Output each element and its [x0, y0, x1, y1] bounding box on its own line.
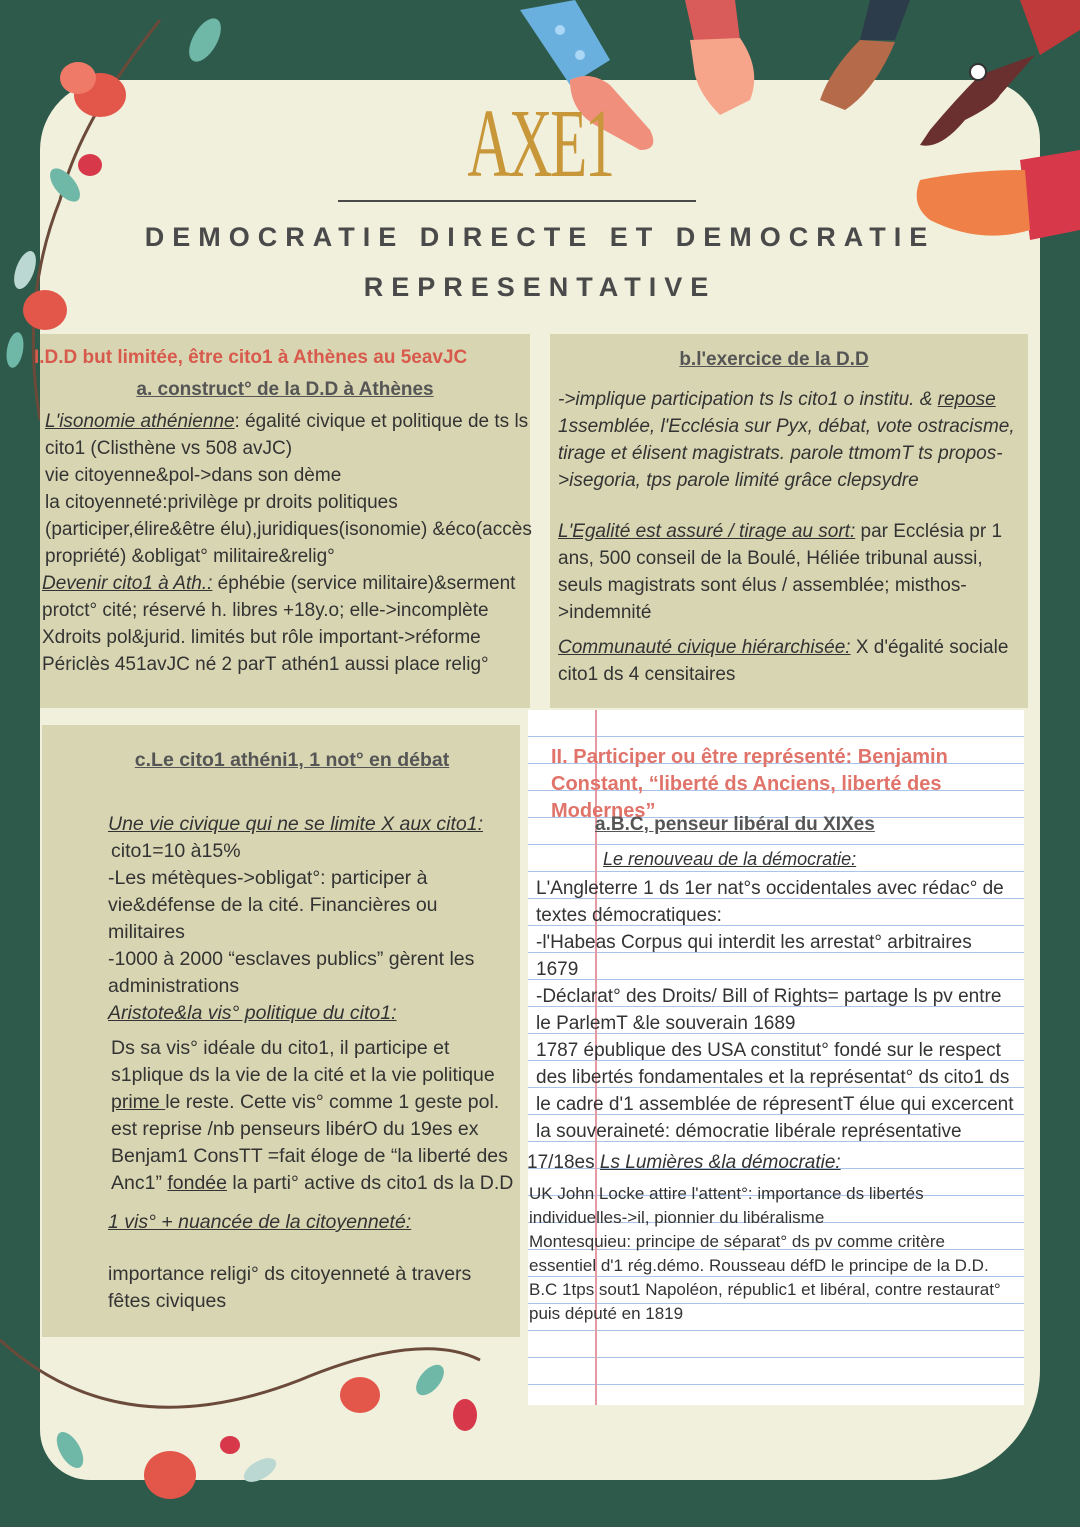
usa-paragraph: 1787 épublique des USA constitut° fondé sur le respect des libertés fondamentales et la représentat° ds cito1 ds le cadre d'1 assemblée de répresentT élue qui excercent la souveraineté: démocratie libérale représentative [536, 1040, 1014, 1142]
habeas-corpus-paragraph: -l'Habeas Corpus qui interdit les arrestat° arbitraires 1679 [536, 932, 972, 980]
section-2-heading: II. Participer ou être représenté: Benjamin Constant, “liberté ds Anciens, liberté des Modernes” [551, 746, 948, 822]
subtitle-line1: DEMOCRATIE DIRECTE ET DEMOCRATIE [144, 222, 936, 252]
cito-percentage-line: cito1=10 à15% [111, 840, 241, 862]
aristote-paragraph: Ds sa vis° idéale du cito1, il participe et s1plique ds la vie de la cité et la vie politique prime le reste. Cette vis° comme 1 geste pol. est reprise /nb penseurs libérO du 19es ex Benjam1 ConsTT =fait éloge de “la liberté des Anc1” fondée la parti° active ds cito1 ds la D.D [111, 1037, 514, 1194]
vision-nuancee-label: 1 vis° + nuancée de la citoyenneté: [108, 1211, 412, 1233]
vie-civique-label: Une vie civique qui ne se limite X aux cito1: [108, 813, 484, 835]
angleterre-paragraph: L'Angleterre 1 ds 1er nat°s occidentales avec rédac° de textes démocratiques: [536, 878, 1004, 926]
montesquieu-paragraph: Montesquieu: principe de séparat° ds pv comme critère essentiel d'1 rég.démo. Rousseau défD le principe de la D.D. [529, 1232, 989, 1275]
isonomie-paragraph: L'isonomie athénienne: égalité civique et politique de ts ls cito1 (Clisthène vs 508 avJC) [45, 411, 529, 459]
citoyennete-paragraph: la citoyenneté:privilège pr droits politiques (participer,élire&être élu),juridiques(isonomie) &éco(accès propriété) &obligat° militaire&relig° [45, 492, 532, 567]
communaute-paragraph: Communauté civique hiérarchisée: X d'égalité sociale cito1 ds 4 censitaires [558, 637, 1009, 685]
aristote-label: Aristote&la vis° politique du cito1: [108, 1002, 397, 1024]
devenir-cito-paragraph: Devenir cito1 à Ath.: éphébie (service militaire)&serment protct° cité; réservé h. libres +18y.o; elle->incomplète Xdroits pol&jurid. limités but rôle important->réforme Périclès 451avJC né 2 parT athén1 aussi place relig° [42, 573, 516, 675]
section-1a-heading: a. construct° de la D.D à Athènes [136, 379, 434, 400]
section-2a-heading: a.B.C, penseur libéral du XIXes [595, 814, 875, 835]
title-divider [338, 200, 696, 202]
locke-paragraph: UK John Locke attire l'attent°: importance ds libertés individuelles->il, pionnier du libéralisme [529, 1184, 924, 1227]
bill-of-rights-paragraph: -Déclarat° des Droits/ Bill of Rights= partage ls pv entre le ParlemT &le souverain 1689 [536, 986, 1002, 1034]
section-c-box [42, 725, 520, 1337]
section-b-heading: b.l'exercice de la D.D [679, 349, 869, 370]
benjamin-constant-paragraph: B.C 1tps sout1 Napoléon, républic1 et libéral, contre restaurat° puis député en 1819 [529, 1280, 1001, 1323]
section-b-box [550, 334, 1028, 708]
section-c-heading: c.Le cito1 athéni1, 1 not° en débat [134, 749, 450, 771]
section-1-heading: I.D.D but limitée, être cito1 à Athènes au 5eavJC [34, 347, 468, 368]
implique-paragraph: ->implique participation ts ls cito1 o institu. & repose 1ssemblée, l'Ecclésia sur Pyx, débat, vote ostracisme, tirage et élisent magistrats. parole ttmomT ts propos->isegoria, tps parole limité grâce clepsydre [558, 389, 1015, 491]
lumieres-heading: 17/18es Ls Lumières &la démocratie: [527, 1152, 841, 1173]
section-2-content [527, 744, 1016, 1326]
subtitle-line2: REPRESENTATIVE [363, 272, 717, 302]
esclaves-paragraph: -1000 à 2000 “esclaves publics” gèrent les administrations [108, 948, 475, 997]
renouveau-label: Le renouveau de la démocratie: [603, 849, 857, 869]
section-1a-box [34, 334, 532, 708]
page-title: AXE1 [467, 90, 613, 198]
religion-paragraph: importance religi° ds citoyenneté à travers fêtes civiques [108, 1263, 472, 1312]
vie-citoyenne-line: vie citoyenne&pol->dans son dème [45, 465, 342, 486]
egalite-paragraph: L'Egalité est assuré / tirage au sort: par Ecclésia pr 1 ans, 500 conseil de la Boulé, Héliée tribunal aussi, seuls magistrats sont élus / assemblée; misthos->indemnité [558, 521, 1003, 623]
meteques-paragraph: -Les métèques->obligat°: participer à vie&défense de la cité. Financières ou militaires [108, 867, 438, 943]
